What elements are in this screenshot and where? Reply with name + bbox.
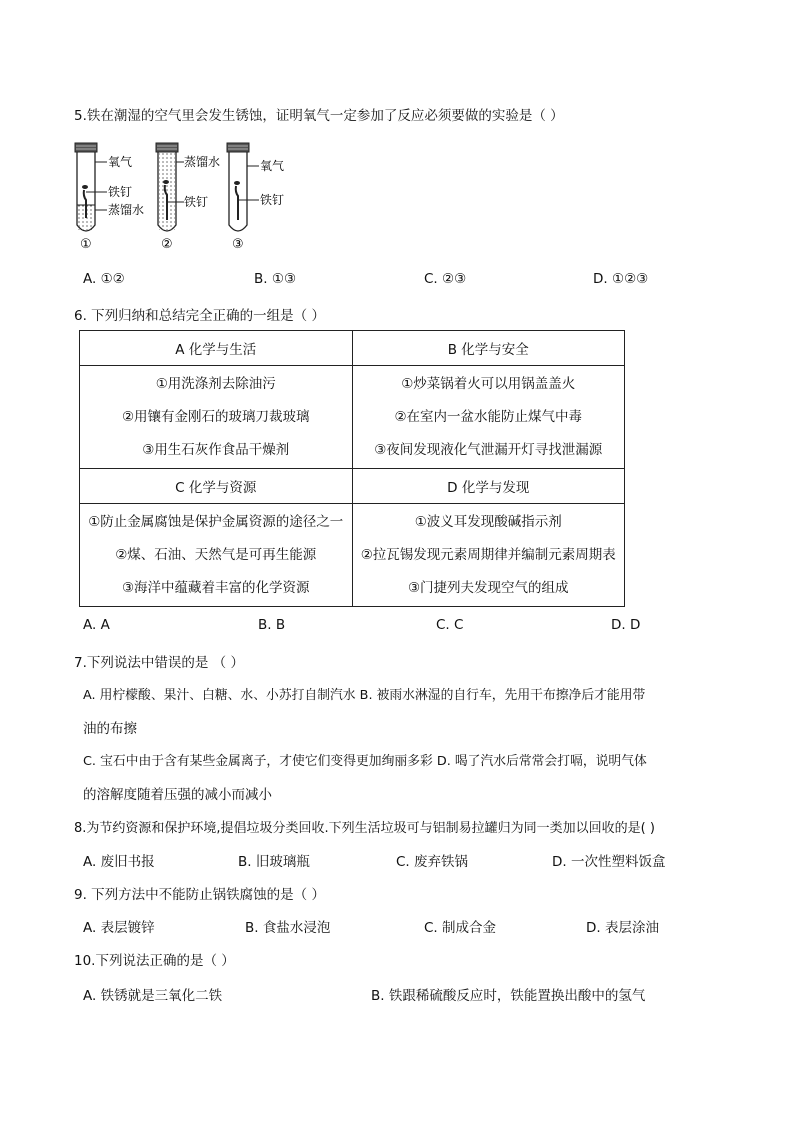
table-c-item-1: ①防止金属腐蚀是保护金属资源的途径之一	[88, 513, 344, 530]
q5-option-c[interactable]: C. ②③	[424, 271, 467, 287]
tube3-number: ③	[232, 237, 244, 252]
q6-summary-table	[79, 330, 625, 607]
q8-option-d[interactable]: D. 一次性塑料饭盒	[552, 854, 666, 870]
q7-line-1[interactable]: A. 用柠檬酸、果汁、白糖、水、小苏打自制汽水 B. 被雨水淋湿的自行车，先用干布擦净后才能用带	[83, 688, 646, 703]
table-header-c: C 化学与资源	[80, 469, 353, 504]
q5-option-d[interactable]: D. ①②③	[593, 271, 649, 287]
q9-option-d[interactable]: D. 表层涂油	[586, 920, 659, 936]
table-header-d: D 化学与发现	[352, 469, 625, 504]
q8-option-c[interactable]: C. 废弃铁锅	[396, 854, 469, 870]
q8-option-b[interactable]: B. 旧玻璃瓶	[238, 854, 310, 870]
q5-option-a[interactable]: A. ①②	[83, 271, 125, 287]
table-cell-a	[80, 366, 353, 469]
table-a-item-2: ②用镶有金刚石的玻璃刀裁玻璃	[121, 408, 310, 425]
q6-option-d[interactable]: D. D	[611, 617, 641, 633]
table-c-item-3: ③海洋中蕴藏着丰富的化学资源	[121, 579, 310, 596]
q5-test-tube-figure	[70, 140, 310, 255]
table-d-item-2: ②拉瓦锡发现元素周期律并编制元素周期表	[360, 546, 616, 563]
q7-stem: 7.下列说法中错误的是 （ ）	[74, 655, 244, 671]
tube3-label-oxygen: 氧气	[260, 159, 285, 173]
q6-option-b[interactable]: B. B	[258, 617, 286, 633]
tube2-label-water: 蒸馏水	[184, 155, 221, 169]
table-cell-c	[80, 504, 353, 607]
tube2-label-nail: 铁钉	[184, 195, 209, 209]
tube2-number: ②	[161, 237, 173, 252]
table-b-item-1: ①炒菜锅着火可以用锅盖盖火	[401, 375, 576, 392]
table-a-item-3: ③用生石灰作食品干燥剂	[142, 441, 290, 458]
table-a-item-1: ①用洗涤剂去除油污	[155, 375, 276, 392]
q10-option-a[interactable]: A. 铁锈就是三氧化二铁	[83, 988, 223, 1004]
table-header-a: A 化学与生活	[80, 331, 353, 366]
table-header-b: B 化学与安全	[352, 331, 625, 366]
test-tube-1	[75, 143, 144, 252]
q9-stem: 9. 下列方法中不能防止锅铁腐蚀的是（ ）	[74, 887, 325, 903]
tube1-label-nail: 铁钉	[108, 185, 133, 199]
q9-option-b[interactable]: B. 食盐水浸泡	[245, 920, 331, 936]
q9-option-c[interactable]: C. 制成合金	[424, 920, 497, 936]
test-tube-2	[156, 143, 220, 252]
test-tube-3	[227, 143, 284, 252]
table-d-item-3: ③门捷列夫发现空气的组成	[407, 579, 569, 596]
q5-option-b[interactable]: B. ①③	[254, 271, 297, 287]
q8-stem: 8.为节约资源和保护环境,提倡垃圾分类回收.下列生活垃圾可与铝制易拉罐归为同一类加以回收的是( )	[74, 821, 655, 836]
table-b-item-2: ②在室内一盆水能防止煤气中毒	[394, 408, 583, 425]
tube1-label-oxygen: 氧气	[108, 155, 133, 169]
table-d-item-1: ①波义耳发现酸碱指示剂	[414, 513, 562, 530]
q10-stem: 10.下列说法正确的是（ ）	[74, 953, 235, 969]
table-cell-b	[352, 366, 625, 469]
q6-option-c[interactable]: C. C	[436, 617, 464, 633]
table-c-item-2: ②煤、石油、天然气是可再生能源	[115, 546, 317, 563]
q7-line-3[interactable]: C. 宝石中由于含有某些金属离子，才使它们变得更加绚丽多彩 D. 喝了汽水后常常会打嗝，说明气体	[83, 754, 647, 769]
q7-line-2: 油的布擦	[83, 721, 137, 737]
tube1-number: ①	[80, 237, 92, 252]
q6-stem: 6. 下列归纳和总结完全正确的一组是（ ）	[74, 308, 325, 324]
table-cell-d	[352, 504, 625, 607]
table-b-item-3: ③夜间发现液化气泄漏开灯寻找泄漏源	[374, 441, 603, 458]
tube3-label-nail: 铁钉	[260, 193, 285, 207]
q10-option-b[interactable]: B. 铁跟稀硫酸反应时，铁能置换出酸中的氢气	[371, 988, 646, 1004]
q7-line-4: 的溶解度随着压强的减小而减小	[83, 787, 272, 803]
q6-option-a[interactable]: A. A	[83, 617, 110, 633]
tube1-label-water: 蒸馏水	[108, 203, 145, 217]
q8-option-a[interactable]: A. 废旧书报	[83, 854, 155, 870]
q5-stem: 5.铁在潮湿的空气里会发生锈蚀，证明氧气一定参加了反应必须要做的实验是（ ）	[74, 108, 564, 124]
q9-option-a[interactable]: A. 表层镀锌	[83, 920, 155, 936]
